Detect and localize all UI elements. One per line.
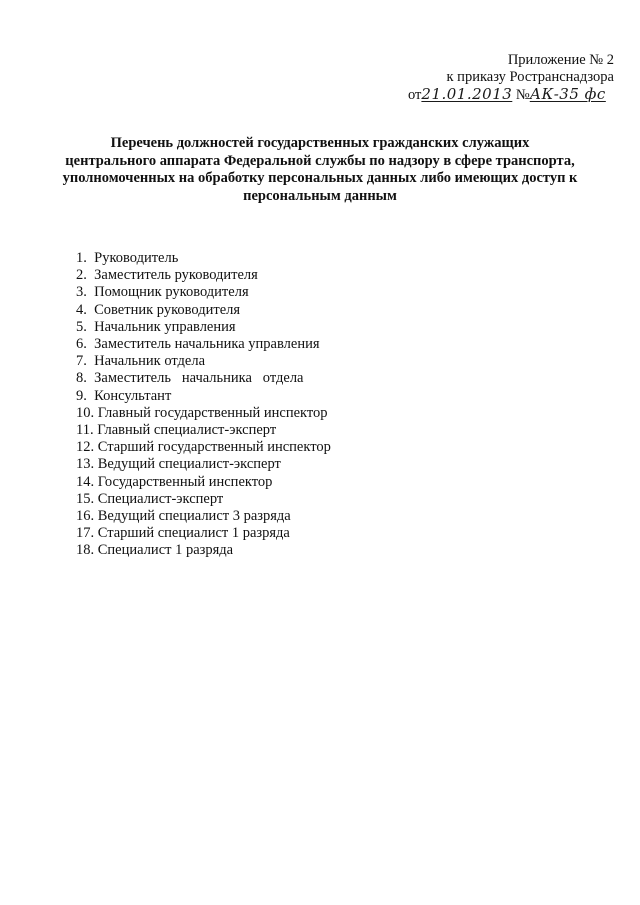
date-prefix: от <box>408 87 422 103</box>
list-item: 4. Советник руководителя <box>76 301 241 318</box>
title-line: уполномоченных на обработку персональных данных либо имеющих доступ к <box>62 170 578 186</box>
list-item: 5. Начальник управления <box>76 318 236 335</box>
list-item: 15. Специалист-эксперт <box>76 490 224 507</box>
document-title <box>40 135 600 205</box>
handwritten-number: АК-35 фс <box>529 85 606 103</box>
list-item: 3. Помощник руководителя <box>76 284 249 301</box>
list-item: 16. Ведущий специалист 3 разряда <box>76 508 291 525</box>
positions-list <box>76 250 331 560</box>
list-item: 10. Главный государственный инспектор <box>76 404 328 421</box>
number-prefix: № <box>515 87 530 103</box>
list-item: 7. Начальник отдела <box>76 353 206 370</box>
list-item: 13. Ведущий специалист-эксперт <box>76 456 281 473</box>
list-item: 8. Заместитель начальника отдела <box>76 370 304 387</box>
list-item: 18. Специалист 1 разряда <box>76 542 234 559</box>
list-item: 17. Старший специалист 1 разряда <box>76 525 290 542</box>
title-line: персональным данным <box>243 187 397 204</box>
title-line: Перечень должностей государственных гражданских служащих <box>110 135 530 151</box>
title-line: центрального аппарата Федеральной службы по надзору в сфере транспорта, <box>65 152 575 169</box>
appendix-label: Приложение № 2 <box>507 52 614 68</box>
list-item: 1. Руководитель <box>76 250 179 266</box>
list-item: 12. Старший государственный инспектор <box>76 439 331 456</box>
list-item: 9. Консультант <box>76 387 172 404</box>
appendix-header <box>384 52 614 104</box>
order-reference: к приказу Ространснадзора <box>446 69 614 85</box>
list-item: 11. Главный специалист-эксперт <box>76 422 277 439</box>
list-item: 6. Заместитель начальника управления <box>76 336 320 353</box>
list-item: 2. Заместитель руководителя <box>76 267 258 284</box>
order-date-number <box>384 86 614 104</box>
list-item: 14. Государственный инспектор <box>76 473 273 490</box>
handwritten-date: 21.01.2013 <box>421 85 513 103</box>
